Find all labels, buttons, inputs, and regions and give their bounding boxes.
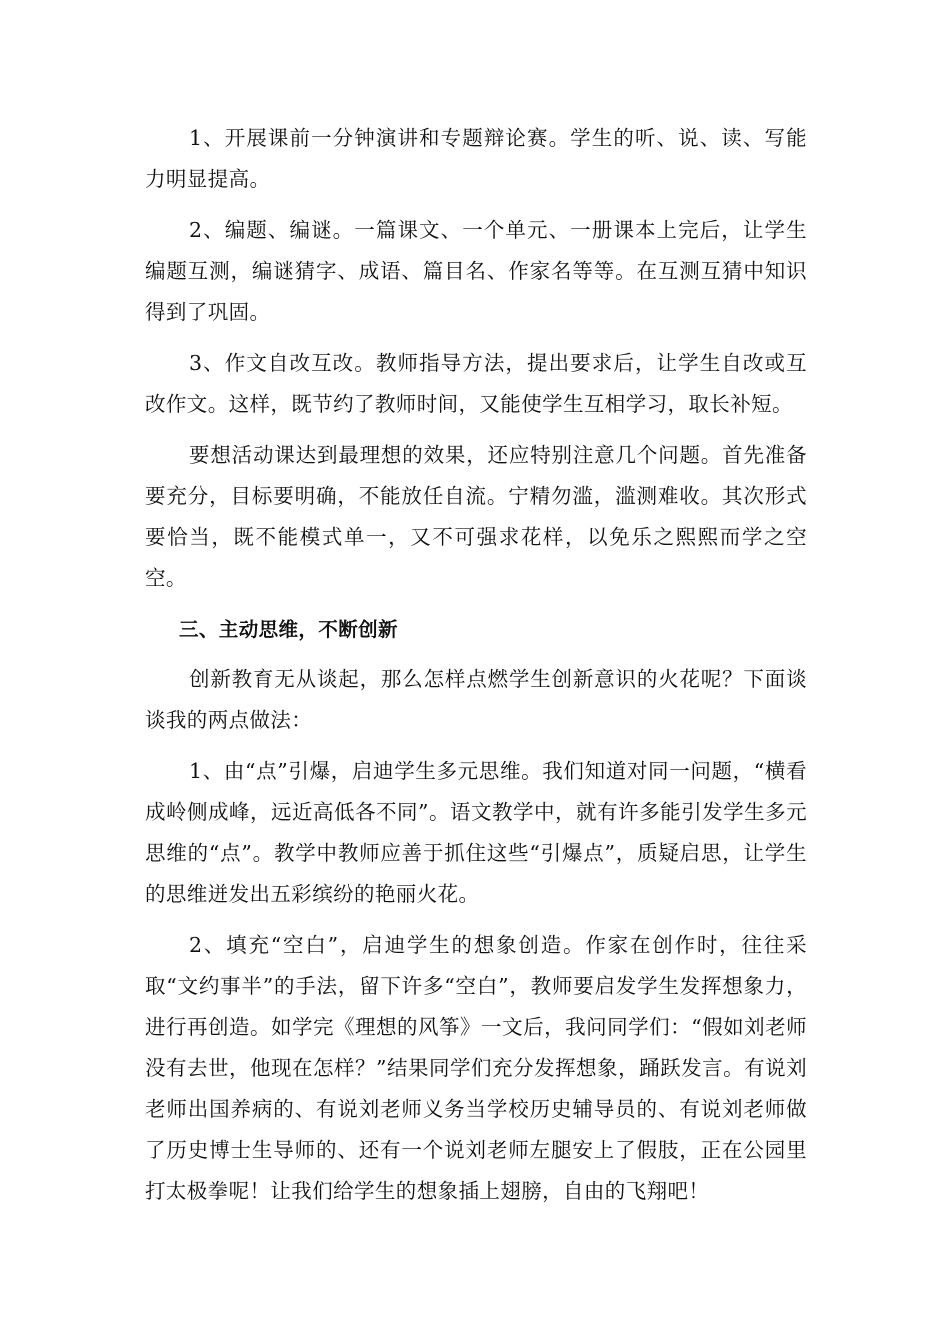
paragraph-activity-2: 2、编题、编谜。一篇课文、一个单元、一册课本上完后，让学生编题互测，编谜猜字、成语、篇目名、作家名等等。在互测互猜中知识得到了巩固。 <box>145 218 807 324</box>
paragraph-activity-notes: 要想活动课达到最理想的效果，还应特别注意几个问题。首先准备要充分，目标要明确，不能放任自流。宁精勿滥，滥测难收。其次形式要恰当，既不能模式单一，又不可强求花样，以免乐之熙熙而学之空空。 <box>145 443 807 590</box>
paragraph-activity-1: 1、开展课前一分钟演讲和专题辩论赛。学生的听、说、读、写能力明显提高。 <box>145 126 807 191</box>
paragraph-innovation-1: 1、由“点”引爆，启迪学生多元思维。我们知道对同一问题，“横看成岭侧成峰，远近高低各不同”。语文教学中，就有许多能引发学生多元思维的“点”。教学中教师应善于抓住这些“引爆点”，质疑启思，让学生的思维迸发出五彩缤纷的艳丽火花。 <box>145 759 807 906</box>
paragraph-innovation-2: 2、填充“空白”，启迪学生的想象创造。作家在创作时，往往采取“文约事半”的手法，留下许多“空白”，教师要启发学生发挥想象力，进行再创造。如学完《理想的风筝》一文后，我问同学们：“假如刘老师没有去世，他现在怎样？”结果同学们充分发挥想象，踊跃发言。有说刘老师出国养病的、有说刘老师义务当学校历史辅导员的、有说刘老师做了历史博士生导师的、还有一个说刘老师左腿安上了假肢，正在公园里打太极拳呢！让我们给学生的想象插上翅膀，自由的飞翔吧！ <box>145 933 807 1203</box>
document-page <box>145 118 807 1222</box>
section-heading: 三、主动思维，不断创新 <box>179 618 398 641</box>
paragraph-activity-3: 3、作文自改互改。教师指导方法，提出要求后，让学生自改或互改作文。这样，既节约了教师时间，又能使学生互相学习，取长补短。 <box>145 351 807 416</box>
paragraph-innovation-intro: 创新教育无从谈起，那么怎样点燃学生创新意识的火花呢？下面谈谈我的两点做法： <box>145 667 807 732</box>
